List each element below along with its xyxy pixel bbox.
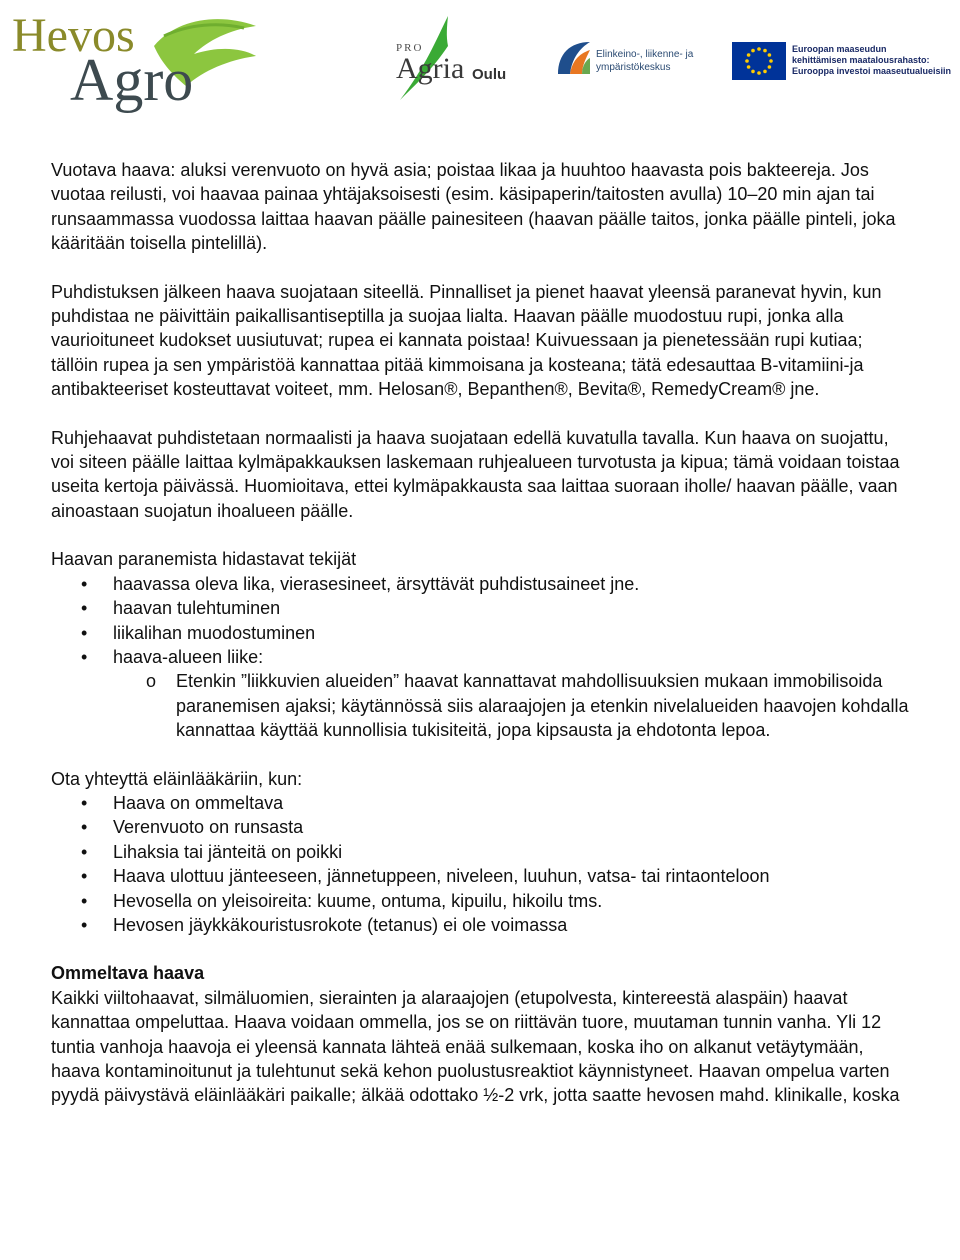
ely-keskus-logo <box>556 40 706 84</box>
healing-factors-list <box>51 572 911 670</box>
bullet-icon: • <box>81 646 88 667</box>
agro-word: Agro <box>70 47 194 113</box>
eu-text <box>792 44 951 77</box>
bullet-icon: • <box>81 890 88 911</box>
proagria-oulu-logo <box>392 14 514 104</box>
proagria-pro: PRO <box>396 42 424 54</box>
list-heading-contact-vet: Ota yhteyttä eläinlääkäriin, kun: <box>51 768 303 789</box>
paragraph-sutured-wound: Kaikki viiltohaavat, silmäluomien, sierainten ja alaraajojen (etupolvesta, kintereestä alaspäin) haavat kannattaa ompeluttaa. Haava voidaan ommella, jos se on riittävän tuore, muutaman tunnin vanha. Yli 12 tuntia vanhoja haavoja ei yleensä kannata lähteä enää sulkemaan, koska iho on alkanut vetäytymään, haava kontaminoitunut ja tulehtunut sekä kehon puolustusreaktiot käynnistyneet. Haavan ompelua varten pyydä päivystävä eläinlääkäri paikalle; älkää odottako ½-2 vrk, jotta saatte hevosen mahd. klinikalle, koska <box>51 987 900 1106</box>
sub-bullet-icon: o <box>146 671 157 692</box>
ely-line-1: Elinkeino-, liikenne- ja <box>596 49 694 60</box>
paragraph-contusion-wounds: Ruhjehaavat puhdistetaan normaalisti ja haava suojataan edellä kuvatulla tavalla. Kun haava on suojattu, voi siteen päälle laittaa kylmäpakkauksen laskemaan ruhjealueen turvotusta ja kipua; tämä voidaan toistaa useita kertoja päivässä. Huomioitava, ettei kylmäpakkausta saa laittaa suoraan iholle/ haavan päälle, vaan ainoastaan suojatun ihoalueen päälle. <box>51 427 900 521</box>
proagria-city: Oulu <box>472 66 507 83</box>
list-item: • haava-alueen liike: <box>51 645 911 669</box>
list-item: • Hevosen jäykkäkouristusrokote (tetanus) ei ole voimassa <box>51 913 911 937</box>
sub-list-item: o Etenkin ”liikkuvien alueiden” haavat kannattavat mahdollisuuksien mukaan immobilisoida paranemisen ajaksi; käytännössä siis alaraajojen ja etenkin nivelalueiden haavojen kohdalla kannattaa käyttää kunnollisia tukisiteitä, jopa kipsausta ja ehdotonta lepoa. <box>146 671 909 741</box>
eu-flag <box>732 42 786 80</box>
bullet-icon: • <box>81 573 88 594</box>
section-heading-sutured-wound: Ommeltava haava <box>51 963 205 984</box>
bullet-icon: • <box>81 866 88 887</box>
eu-line-1: Euroopan maaseudun <box>792 44 887 54</box>
bullet-icon: • <box>81 622 88 643</box>
bullet-icon: • <box>81 841 88 862</box>
list-heading-healing-factors: Haavan paranemista hidastavat tekijät <box>51 549 357 570</box>
list-item: • Verenvuoto on runsasta <box>51 815 911 839</box>
eu-line-2: kehittämisen maatalousrahasto: <box>792 55 930 65</box>
list-item: • haavan tulehtuminen <box>51 596 911 620</box>
hevos-word: Hevos <box>12 9 135 62</box>
ely-text <box>596 48 693 74</box>
paragraph-wound-dressing: Puhdistuksen jälkeen haava suojataan siteellä. Pinnalliset ja pienet haavat yleensä paranevat hyvin, kun puhdistaa ne päivittäin paikallisantiseptilla ja suojaa lialta. Haavan päälle muodostuu rupi, jonka alla vaurioituneet kudokset uusiutuvat; rupea ei kannata poistaa! Kuivuessaan ja pienetessään rupi kutiaa; tällöin rupea ja sen ympäristöä kannattaa pitää kimmoisana ja kosteana; tätä edesauttaa B-vitamiini-ja antibakteeriset kosteuttavat voiteet, mm. Helosan®, Bepanthen®, Bevita®, RemedyCream® jne. <box>51 281 882 400</box>
logo-header <box>0 0 960 120</box>
list-item: • Haava on ommeltava <box>51 791 911 815</box>
ely-emblem <box>556 40 592 76</box>
eu-maaseutu-logo <box>732 42 958 86</box>
ely-line-2: ympäristökeskus <box>596 62 671 73</box>
hevos-agro-logo <box>4 6 264 114</box>
bullet-icon: • <box>81 914 88 935</box>
contact-vet-list <box>51 791 911 937</box>
paragraph-bleeding-wound: Vuotava haava: aluksi verenvuoto on hyvä asia; poistaa likaa ja huuhtoo haavasta pois bakteereja. Jos vuotaa reilusti, voi haavaa painaa yhtäjaksoisesti (esim. käsipaperin/taitosten avulla) 10–20 min ajan tai runsaammassa vuodossa laittaa haavan päälle painesiteen (haavan päälle taitos, jonka päälle pinteli, joka kääritään toisella pintelillä). <box>51 160 896 254</box>
bullet-icon: • <box>81 792 88 813</box>
healing-factors-sublist <box>51 669 911 742</box>
proagria-name: Agria <box>396 52 465 85</box>
document-body <box>51 158 911 1108</box>
bullet-icon: • <box>81 817 88 838</box>
list-item: • Haava ulottuu jänteeseen, jännetuppeen, niveleen, luuhun, vatsa- tai rintaonteloon <box>51 864 911 888</box>
bullet-icon: • <box>81 598 88 619</box>
list-item: • liikalihan muodostuminen <box>51 621 911 645</box>
list-item: • Lihaksia tai jänteitä on poikki <box>51 840 911 864</box>
list-item: • Hevosella on yleisoireita: kuume, ontuma, kipuilu, hikoilu tms. <box>51 889 911 913</box>
eu-line-3: Eurooppa investoi maaseutualueisiin <box>792 66 952 76</box>
list-item: • haavassa oleva lika, vierasesineet, ärsyttävät puhdistusaineet jne. <box>51 572 911 596</box>
